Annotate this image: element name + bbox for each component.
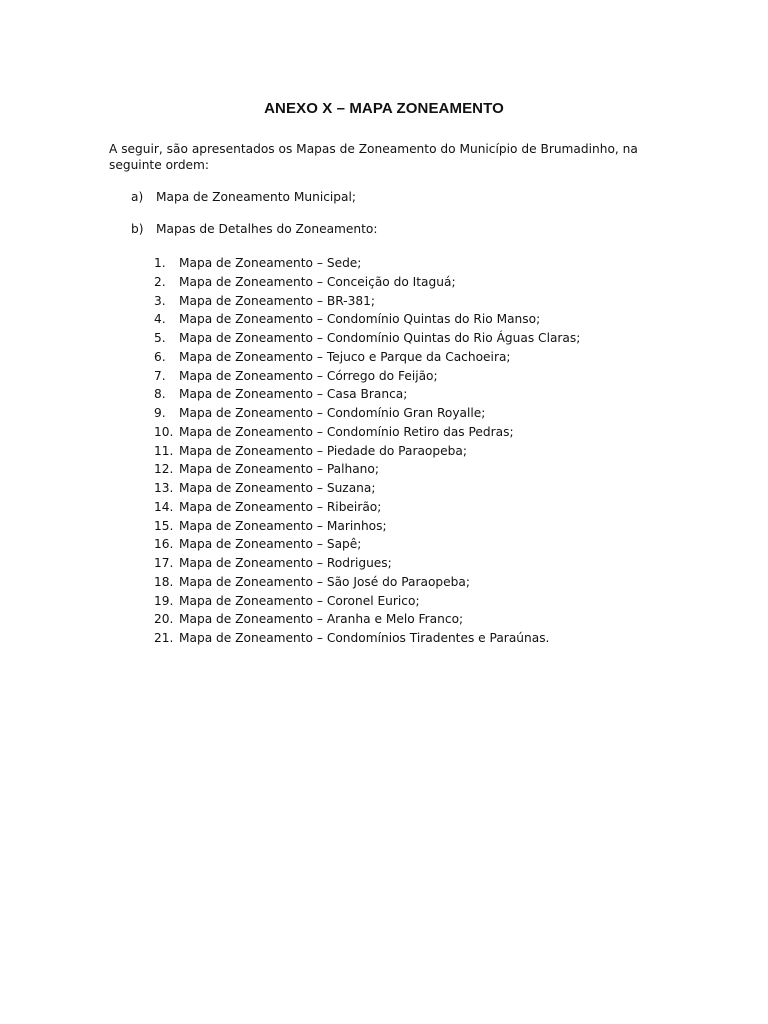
list-item-text: Mapa de Zoneamento – Aranha e Melo Franco;: [179, 612, 464, 627]
list-item-number: 15.: [154, 518, 174, 533]
list-item-text: Mapas de Detalhes do Zoneamento:: [156, 222, 378, 236]
list-item: [154, 536, 580, 555]
list-item: [154, 480, 580, 499]
list-item: [154, 386, 580, 405]
zoning-map-list: [154, 255, 580, 649]
list-item-number: 1.: [154, 256, 166, 270]
list-item-text: Mapa de Zoneamento – Rodrigues;: [179, 556, 392, 570]
list-item-number: 2.: [154, 274, 166, 289]
list-item-text: Mapa de Zoneamento – Condomínio Gran Royalle;: [179, 406, 486, 420]
list-item: [154, 274, 580, 293]
list-item-number: 18.: [154, 574, 174, 589]
list-item-number: 4.: [154, 312, 166, 327]
list-item: [154, 349, 580, 368]
list-item: [154, 424, 580, 443]
list-item-text: Mapa de Zoneamento – Conceição do Itaguá;: [179, 274, 456, 289]
page-title: ANEXO X – MAPA ZONEAMENTO: [264, 100, 504, 117]
list-item-number: 6.: [154, 349, 166, 364]
list-item-text: Mapa de Zoneamento – Tejuco e Parque da Cachoeira;: [179, 349, 511, 364]
list-item-text: Mapa de Zoneamento – Condomínio Retiro das Pedras;: [179, 424, 514, 439]
list-marker: a): [131, 190, 144, 204]
list-item-number: 19.: [154, 593, 174, 608]
list-item-number: 13.: [154, 481, 174, 495]
list-item-number: 7.: [154, 368, 166, 383]
list-item-number: 21.: [154, 631, 174, 645]
list-item: [154, 311, 580, 330]
list-item: [154, 330, 580, 349]
list-item-text: Mapa de Zoneamento – Condomínios Tiradentes e Paraúnas.: [179, 631, 550, 645]
list-item-text: Mapa de Zoneamento – Suzana;: [179, 481, 376, 495]
list-item: [154, 574, 580, 593]
list-item-text: Mapa de Zoneamento – Sede;: [179, 256, 362, 270]
list-item-text: Mapa de Zoneamento – Ribeirão;: [179, 499, 382, 514]
list-item-text: Mapa de Zoneamento – Córrego do Feijão;: [179, 368, 438, 383]
list-item-number: 17.: [154, 556, 174, 570]
list-item-text: Mapa de Zoneamento – Casa Branca;: [179, 387, 408, 402]
list-item-text: Mapa de Zoneamento – São José do Paraopeba;: [179, 574, 470, 589]
list-item-number: 3.: [154, 293, 166, 308]
list-item: [154, 461, 580, 480]
list-item: [154, 443, 580, 462]
list-item-number: 20.: [154, 612, 174, 627]
list-item-text: Mapa de Zoneamento – Marinhos;: [179, 518, 387, 533]
list-item-text: Mapa de Zoneamento – Condomínio Quintas do Rio Águas Claras;: [179, 331, 581, 345]
list-item-number: 5.: [154, 331, 166, 345]
list-marker: b): [131, 222, 144, 236]
list-item: [154, 368, 580, 387]
list-item-number: 9.: [154, 406, 166, 420]
list-item-text: Mapa de Zoneamento Municipal;: [156, 190, 357, 204]
list-item-number: 16.: [154, 537, 174, 552]
list-item-text: Mapa de Zoneamento – Condomínio Quintas do Rio Manso;: [179, 312, 541, 327]
list-item: [154, 499, 580, 518]
list-item-number: 8.: [154, 387, 166, 402]
list-item-number: 10.: [154, 424, 174, 439]
list-item: [154, 293, 580, 312]
list-item-text: Mapa de Zoneamento – Piedade do Paraopeba;: [179, 443, 467, 458]
lettered-item-a: [131, 189, 356, 205]
list-item-text: Mapa de Zoneamento – BR-381;: [179, 293, 375, 308]
list-item: [154, 611, 580, 630]
list-item-text: Mapa de Zoneamento – Coronel Eurico;: [179, 593, 420, 608]
list-item-number: 12.: [154, 462, 174, 477]
list-item: [154, 593, 580, 612]
list-item: [154, 405, 580, 424]
lettered-item-b: [131, 221, 377, 237]
list-item: [154, 555, 580, 574]
list-item-text: Mapa de Zoneamento – Sapê;: [179, 537, 362, 552]
list-item: [154, 518, 580, 537]
intro-paragraph: A seguir, são apresentados os Mapas de Zoneamento do Município de Brumadinho, na seguinte ordem:: [109, 142, 638, 172]
list-item: [154, 255, 580, 274]
list-item-text: Mapa de Zoneamento – Palhano;: [179, 462, 379, 477]
list-item-number: 14.: [154, 499, 174, 514]
list-item-number: 11.: [154, 443, 174, 458]
list-item: [154, 630, 580, 649]
